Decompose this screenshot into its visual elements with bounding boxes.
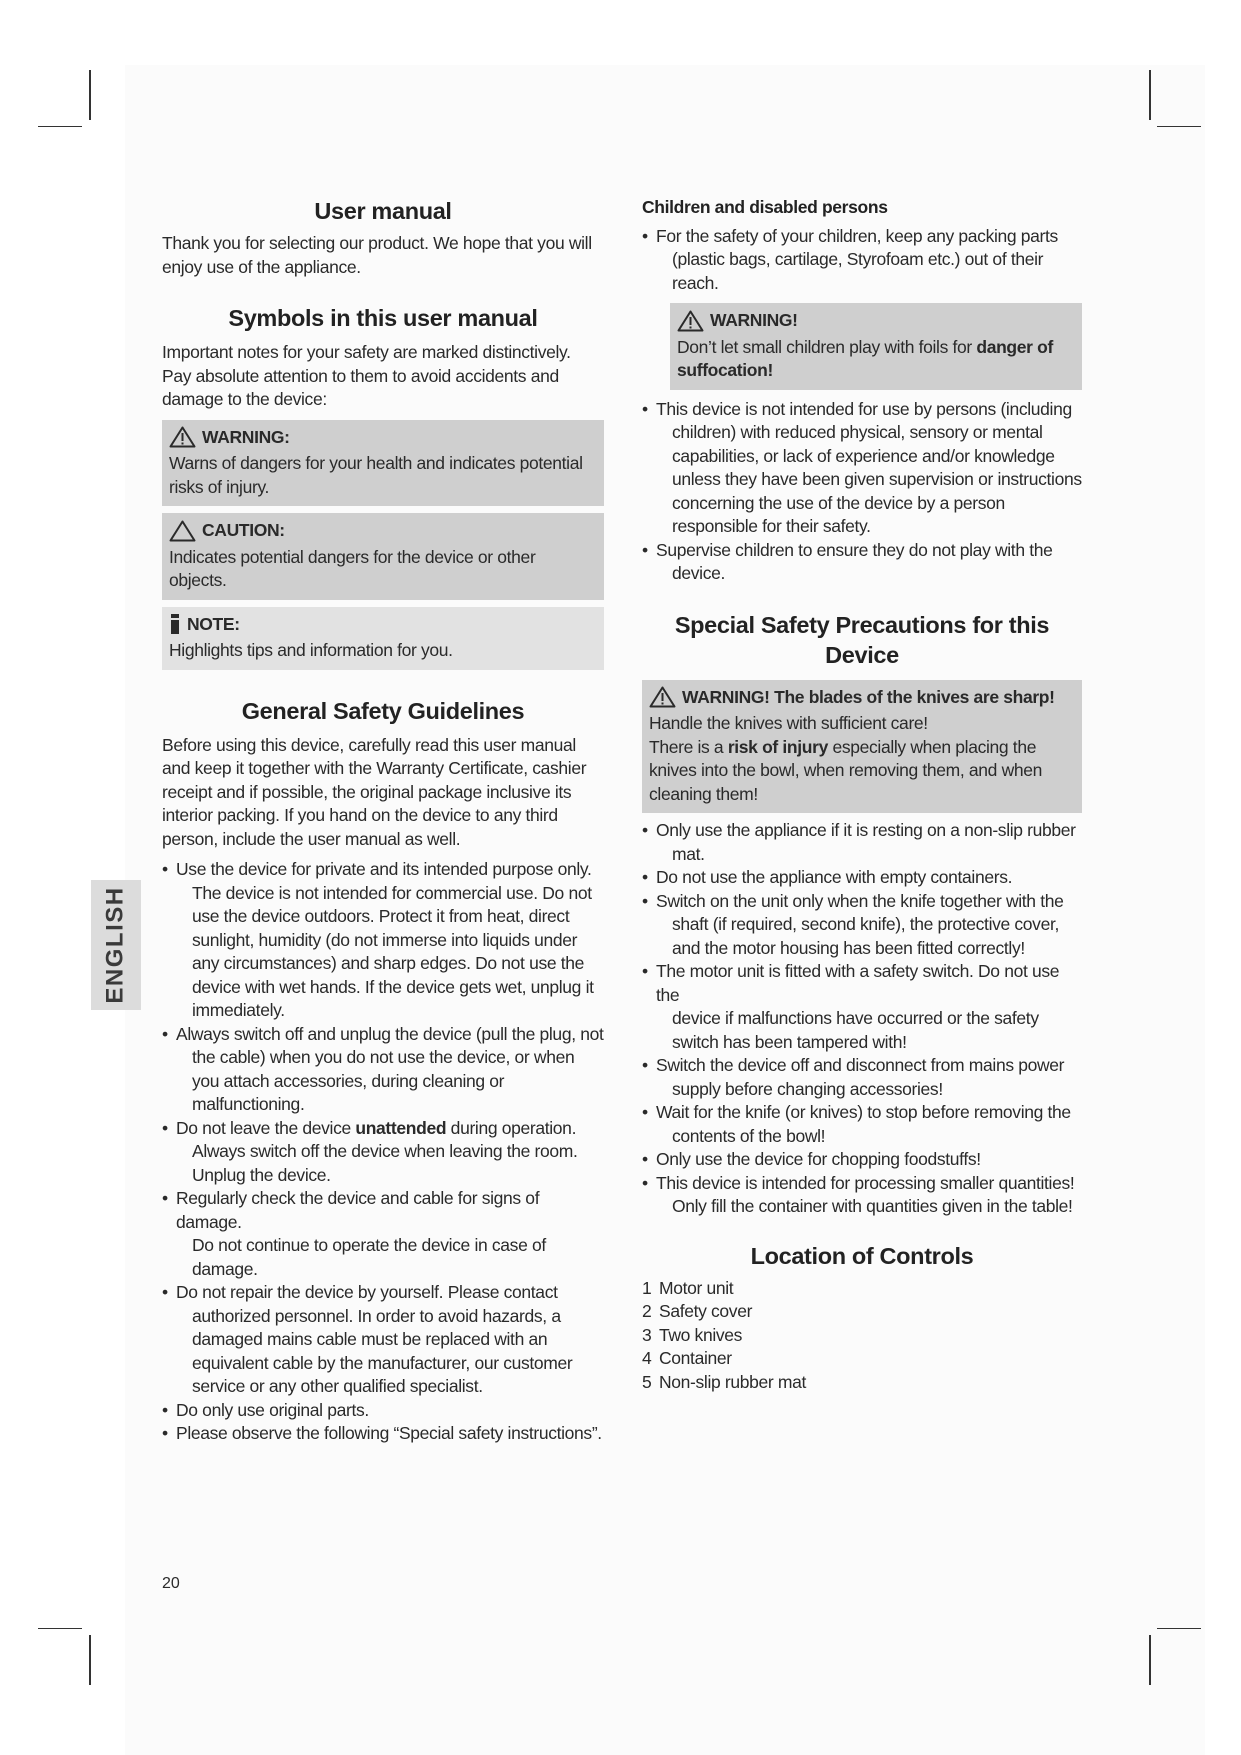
general-safety-list <box>162 858 604 1446</box>
children-list <box>642 225 1082 296</box>
children-list-continued <box>642 398 1082 586</box>
list-item: • For the safety of your children, keep any packing parts (plastic bags, cartilage, Styrofoam etc.) out of their reach. <box>642 225 1082 296</box>
child-warning-title: WARNING! <box>677 309 1075 333</box>
caution-label: CAUTION: <box>202 520 285 540</box>
child-warning-box <box>670 303 1082 390</box>
list-item: • Do only use original parts. <box>162 1399 604 1423</box>
crop-mark <box>1149 70 1151 120</box>
control-item: 2 Safety cover <box>642 1301 753 1321</box>
right-column <box>642 196 1082 1394</box>
warning-triangle-icon <box>649 686 676 708</box>
control-item: 4 Container <box>642 1348 732 1368</box>
list-item: • Supervise children to ensure they do not play with the device. <box>642 539 1082 586</box>
control-item: 5 Non-slip rubber mat <box>642 1371 807 1392</box>
warning-text: Warns of dangers for your health and indicates potential risks of injury. <box>169 453 583 497</box>
note-box <box>162 607 604 670</box>
caution-triangle-icon <box>169 520 196 542</box>
caution-text: Indicates potential dangers for the device or other objects. <box>169 546 536 590</box>
children-heading: Children and disabled persons <box>642 197 888 217</box>
controls-list <box>642 1277 1082 1395</box>
list-item: • Do not use the appliance with empty containers. <box>642 866 1082 890</box>
list-item: • Use the device for private and its intended purpose only. The device is not intended for commercial use. Do not use the device outdoors. Protect it from heat, direct sunlight, humidity (do not immerse into liquids under any circumstances) and sharp edges. Do not use the device with wet hands. If the device gets wet, unplug it immediately. <box>162 858 604 1023</box>
list-item: • Only use the appliance if it is resting on a non-slip rubber mat. <box>642 819 1082 866</box>
special-safety-heading: Special Safety Precautions for this Device <box>674 611 1050 668</box>
list-item: • Always switch off and unplug the device (pull the plug, not the cable) when you do not use the device, or when you attach accessories, during cleaning or malfunctioning. <box>162 1023 604 1117</box>
control-item: 1 Motor unit <box>642 1277 734 1298</box>
crop-mark <box>89 1635 91 1685</box>
list-item: • This device is not intended for use by persons (including children) with reduced physical, sensory or mental capabilities, or lack of experience and/or knowledge unless they have been given supervision or instructions concerning the use of the device by a person responsible for their safety. <box>642 398 1082 539</box>
symbols-intro: Important notes for your safety are marked distinctively. Pay absolute attention to them to avoid accidents and damage to the device: <box>162 342 571 409</box>
list-item: • Only use the device for chopping foodstuffs! <box>642 1148 1082 1172</box>
knife-warning-box <box>642 680 1082 814</box>
info-icon <box>169 613 181 635</box>
list-item: • Wait for the knife (or knives) to stop before removing the contents of the bowl! <box>642 1101 1082 1148</box>
note-text: Highlights tips and information for you. <box>169 640 453 660</box>
child-warning-text: Don’t let small children play with foils for danger of suffocation! <box>677 336 1053 380</box>
symbols-heading: Symbols in this user manual <box>228 305 538 331</box>
control-item: 3 Two knives <box>642 1324 743 1345</box>
crop-mark <box>38 126 82 127</box>
language-tab-label: ENGLISH <box>102 886 129 1004</box>
general-safety-heading: General Safety Guidelines <box>241 697 525 724</box>
warning-box-title <box>169 426 597 450</box>
crop-mark <box>38 1628 82 1629</box>
special-safety-list <box>642 819 1082 1219</box>
list-item: • Please observe the following “Special safety instructions”. <box>162 1422 604 1446</box>
warning-box <box>162 420 604 507</box>
list-item: • Regularly check the device and cable for signs of damage. Do not continue to operate the device in case of damage. <box>162 1187 604 1281</box>
list-item: • Do not repair the device by yourself. Please contact authorized personnel. In order to avoid hazards, a damaged mains cable must be replaced with an equivalent cable by the manufacturer, our customer service or any other qualified specialist. <box>162 1281 604 1399</box>
crop-mark <box>1157 1628 1201 1629</box>
intro-text: Thank you for selecting our product. We hope that you will enjoy use of the appliance. <box>162 233 592 277</box>
warning-triangle-icon <box>677 310 704 332</box>
general-safety-intro: Before using this device, carefully read this user manual and keep it together with the Warranty Certificate, cashier receipt and if possible, the original package inclusive its interior packing. If you hand on the device to any third person, include the user manual as well. <box>162 734 587 849</box>
crop-mark <box>1149 1635 1151 1685</box>
language-tab <box>91 880 141 1010</box>
list-item: • Do not leave the device unattended during operation. Always switch off the device when leaving the room. Unplug the device. <box>162 1117 604 1188</box>
knife-warning-title: WARNING! The blades of the knives are sharp! <box>649 686 1075 710</box>
crop-mark <box>1157 126 1201 127</box>
warning-label: WARNING: <box>202 426 290 447</box>
caution-box <box>162 513 604 600</box>
list-item: • Switch the device off and disconnect from mains power supply before changing accessories! <box>642 1054 1082 1101</box>
list-item: • The motor unit is fitted with a safety switch. Do not use the device if malfunctions have occurred or the safety switch has been tampered with! <box>642 960 1082 1054</box>
list-item: • This device is intended for processing smaller quantities! Only fill the container with quantities given in the table! <box>642 1172 1082 1219</box>
warning-triangle-icon <box>169 426 196 448</box>
controls-heading: Location of Controls <box>750 1242 974 1269</box>
knife-warning-line: Handle the knives with sufficient care! <box>649 713 928 733</box>
note-label: NOTE: <box>187 613 240 634</box>
page-number: 20 <box>162 1575 180 1592</box>
note-box-title <box>169 613 597 637</box>
left-column <box>162 196 604 1446</box>
caution-box-title <box>169 519 597 543</box>
list-item: • Switch on the unit only when the knife together with the shaft (if required, second knife), the protective cover, and the motor housing has been fitted correctly! <box>642 890 1082 961</box>
page-title: User manual <box>314 198 452 224</box>
crop-mark <box>89 70 91 120</box>
knife-warning-text: There is a risk of injury especially when placing the knives into the bowl, when removing them, and when cleaning them! <box>649 736 1043 804</box>
